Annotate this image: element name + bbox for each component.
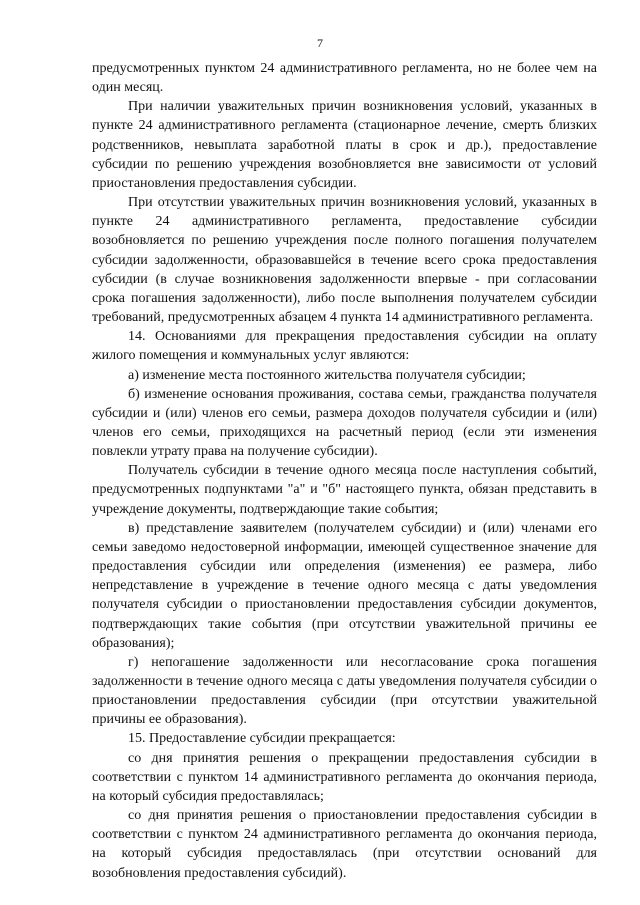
document-body xyxy=(92,59,597,883)
paragraph: При наличии уважительных причин возникновения условий, указанных в пункте 24 административного регламента (стационарное лечение, смерть близких родственников, невыплата заработной платы в срок и др.), предоставление субсидии по решению учреждения возобновляется вне зависимости от условий приостановления предоставления субсидии. xyxy=(92,99,597,191)
paragraph: со дня принятия решения о прекращении предоставления субсидии в соответствии с пунктом 14 административного регламента до окончания периода, на который субсидия предоставлялась; xyxy=(92,750,597,804)
paragraph: в) представление заявителем (получателем субсидии) и (или) членами его семьи заведомо недостоверной информации, имеющей существенное значение для предоставления субсидии или определения (изменения) ее размера, либо непредставление в учреждение в течение одного месяца с даты уведомления получателя субсидии о приостановлении предоставления субсидии документов, подтверждающих такие события (при отсутствии уважительной причины ее образования); xyxy=(92,520,597,651)
paragraph: б) изменение основания проживания, состава семьи, гражданства получателя субсидии и (или) членов его семьи, размера доходов получателя субсидии и (или) членов его семьи, приходящихся на расчетный период (если эти изменения повлекли утрату права на получение субсидии). xyxy=(92,386,597,460)
paragraph: При отсутствии уважительных причин возникновения условий, указанных в пункте 24 административного регламента, предоставление субсидии возобновляется по решению учреждения после полного погашения получателем субсидии задолженности, образовавшейся в течение всего срока предоставления субсидии (в случае возникновения задолженности впервые - при согласовании срока погашения задолженности), либо после выполнения получателем субсидии требований, предусмотренных абзацем 4 пункта 14 административного регламента. xyxy=(92,195,597,326)
paragraph: со дня принятия решения о приостановлении предоставления субсидии в соответствии с пунктом 24 административного регламента до окончания периода, на который субсидия предоставлялась (при отсутствии оснований для возобновления предоставления субсидий). xyxy=(92,808,597,881)
page-number: 7 xyxy=(317,36,323,50)
paragraph: г) непогашение задолженности или несогласование срока погашения задолженности в течение одного месяца с даты уведомления получателя субсидии о приостановлении предоставления субсидии (при отсутствии уважительной причины ее образования). xyxy=(92,654,597,728)
paragraph: а) изменение места постоянного жительства получателя субсидии; xyxy=(128,367,526,383)
paragraph: предусмотренных пунктом 24 административного регламента, но не более чем на один месяц. xyxy=(92,61,597,96)
paragraph: Получатель субсидии в течение одного месяца после наступления событий, предусмотренных подпунктами "а" и "б" настоящего пункта, обязан представить в учреждение документы, подтверждающие такие события; xyxy=(92,463,597,517)
paragraph: 14. Основаниями для прекращения предоставления субсидии на оплату жилого помещения и коммунальных услуг являются: xyxy=(92,329,597,364)
paragraph: 15. Предоставление субсидии прекращается: xyxy=(128,731,396,747)
